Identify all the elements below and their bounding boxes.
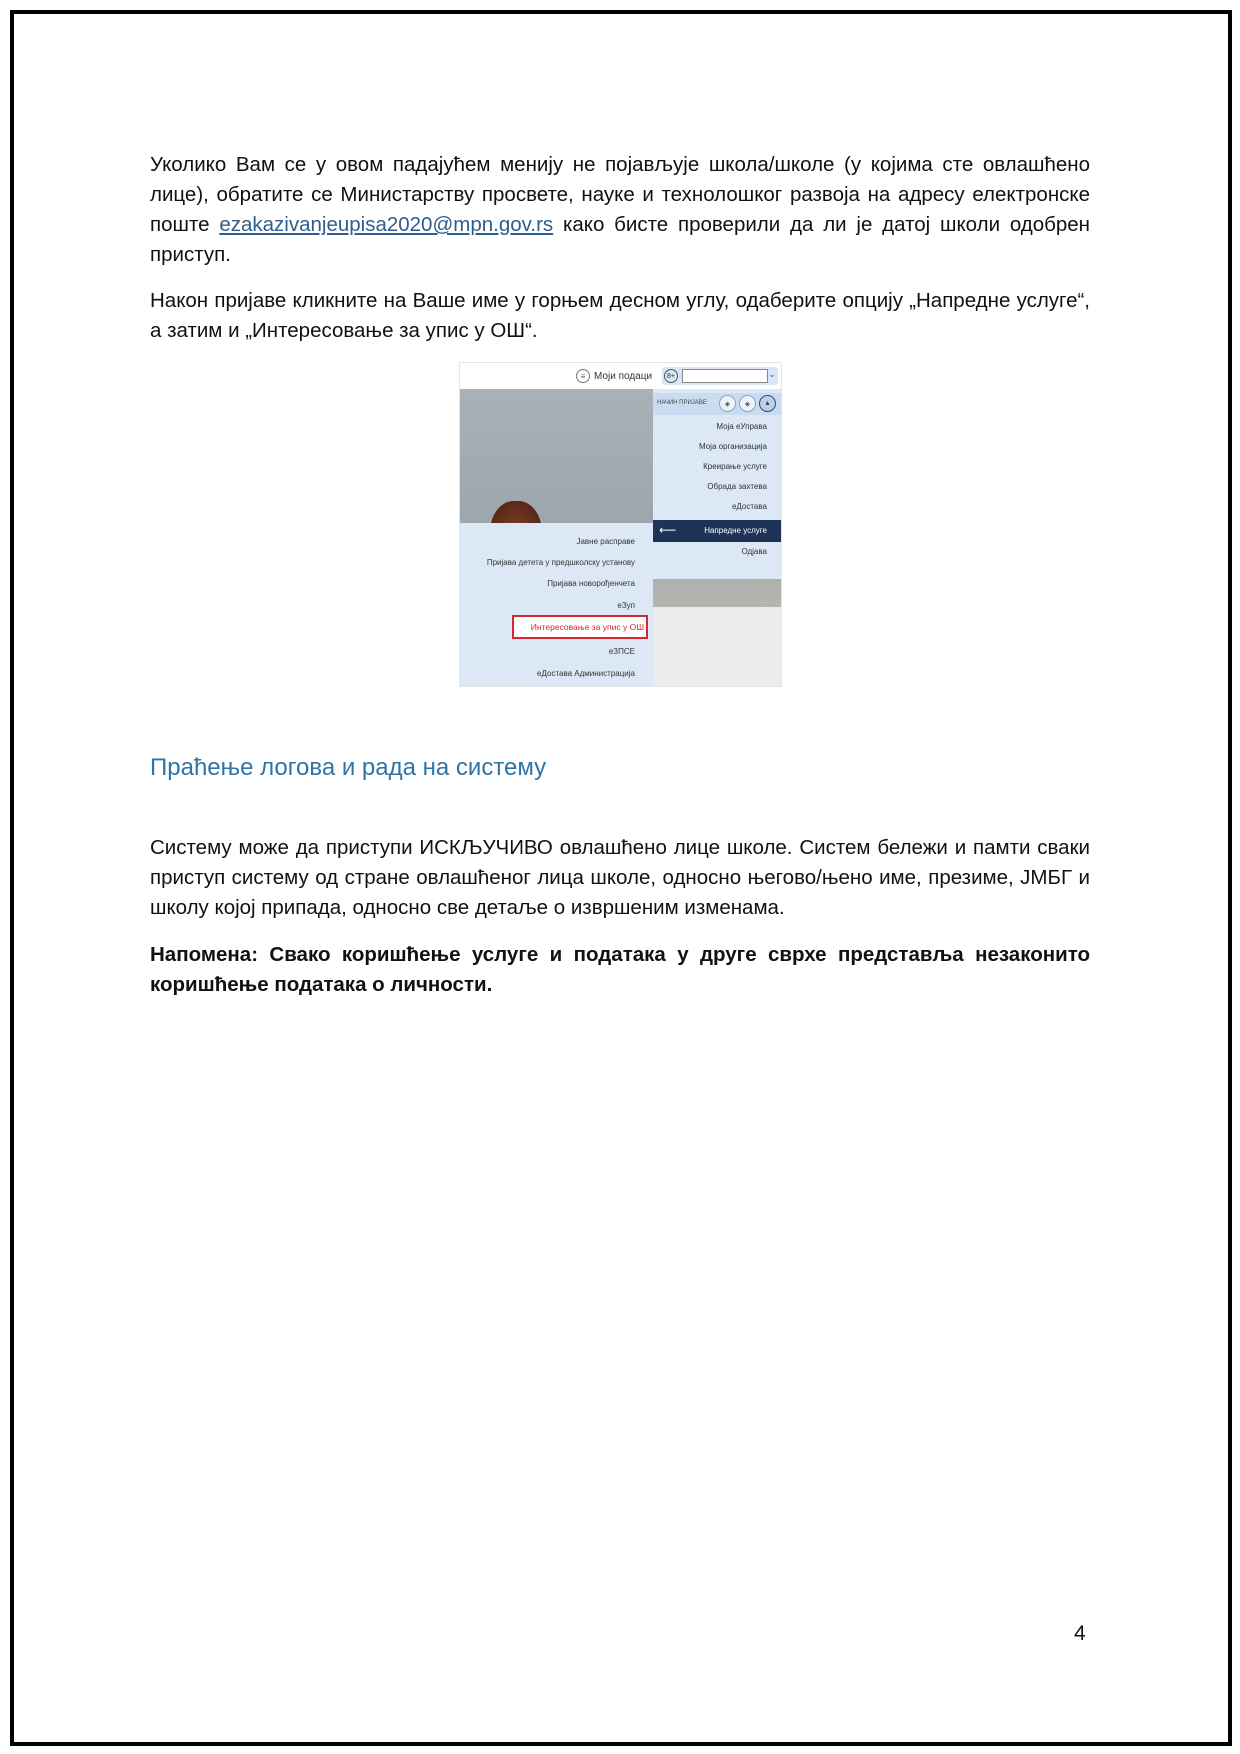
chevron-down-icon: ⌄ (768, 369, 776, 379)
login-method-icon-active[interactable]: ▲ (759, 395, 776, 412)
submenu-item-ezpse[interactable]: еЗПСЕ (608, 647, 635, 656)
submenu-item-preschool[interactable]: Пријава детета у предшколску установу (486, 558, 635, 567)
paragraph-instructions: Након пријаве кликните на Ваше име у горњем десном углу, одаберите опцију „Напредне услуге“, а затим и „Интересовање за упис у ОШ“. (150, 289, 1090, 342)
menu-item-advanced-services-label: Напредне услуге (704, 526, 767, 535)
menu-item-edostava[interactable]: еДостава (731, 502, 767, 511)
arrow-left-icon: ⟵ (659, 523, 677, 537)
submenu-item-ezup[interactable]: еЗуп (617, 601, 635, 610)
section-heading: Праћење логова и рада на систему (150, 754, 547, 781)
login-method-icons (719, 395, 776, 412)
menu-item-my-organization[interactable]: Моја организација (698, 442, 767, 451)
login-method-icon[interactable]: ◈ (739, 395, 756, 412)
submenu-item-school-enrollment-label: Интересовање за упис у ОШ (530, 622, 644, 632)
email-link[interactable]: ezakazivanjeupisa2020@mpn.gov.rs (219, 213, 554, 236)
submenu-item-public-hearings[interactable]: Јавне расправе (576, 537, 635, 546)
menu-item-advanced-services[interactable] (653, 520, 781, 542)
user-dropdown-menu (653, 389, 781, 579)
menu-item-process-requests[interactable]: Обрада захтева (707, 482, 767, 491)
screenshot-topbar (460, 363, 781, 389)
paragraph-text: како бисте проверили да ли је датој школи одобрен приступ. (150, 213, 1090, 266)
submenu-item-school-enrollment[interactable] (512, 615, 648, 639)
menu-item-create-service[interactable]: Креирање услуге (703, 462, 767, 471)
embedded-screenshot (459, 362, 782, 687)
document-icon: ≡ (576, 369, 590, 383)
user-name-box (682, 369, 768, 383)
menu-item-my-euprava[interactable]: Моја еУправа (716, 422, 767, 431)
submenu-item-newborn[interactable]: Пријава новорођенчета (547, 579, 635, 588)
page-number: 4 (1074, 1622, 1086, 1645)
advanced-services-submenu (460, 523, 653, 686)
login-method-icon[interactable]: ◈ (719, 395, 736, 412)
user-icon: 8+ (664, 369, 678, 383)
paragraph-school-dropdown (150, 150, 1090, 270)
my-data-label: Моји подаци (594, 370, 653, 382)
my-data-link[interactable] (576, 367, 652, 385)
login-method-label: НАЧИН ПРИЈАВЕ (657, 400, 707, 406)
user-selector[interactable] (662, 367, 778, 385)
submenu-item-edostava-admin[interactable]: еДостава Администрација (537, 669, 635, 678)
login-method-row (653, 393, 781, 415)
menu-item-logout[interactable]: Одјава (741, 547, 767, 556)
paragraph-note: Напомена: Свако коришћење услуге и података у друге сврхе представља незаконито коришћење података о личности. (150, 943, 1090, 996)
screenshot-background (653, 607, 781, 686)
paragraph-access-logging: Систему може да приступи ИСКЉУЧИВО овлашћено лице школе. Систем бележи и памти сваки приступ систему од стране овлашћеног лица школе, односно његово/њено име, презиме, ЈМБГ и школу којој припада, односно све детаље о извршеним изменама. (150, 836, 1090, 919)
paragraph-text: Уколико Вам се у овом падајућем менију не појављује школа/школе (у којима сте овлашћено лице), обратите се Министарству просвете, науке и технолошког развоја на адресу електронске поште (150, 153, 1090, 236)
